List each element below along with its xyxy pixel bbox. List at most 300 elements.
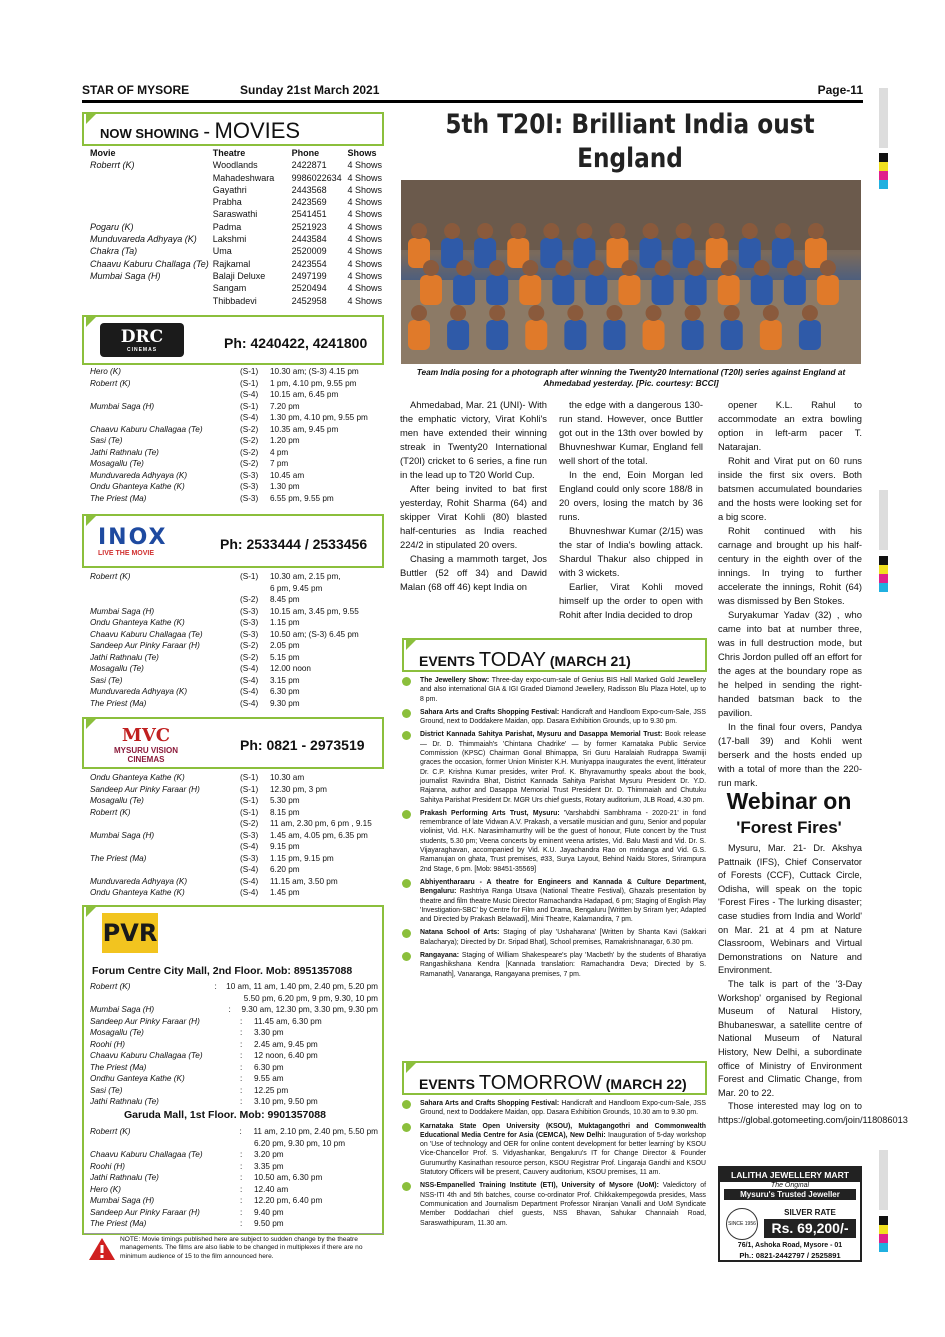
movie-name: Jathi Rathnalu (Te) [90, 1097, 159, 1106]
event-text: Book release — Dr. D. Thimmaiah's 'Chintana Chadrike' — by former Karnataka Public Service Commission (KPSC) Chairman Gonal Bhimappa, Sri Guru Haralaiah Rudrappa Swamiji graces the occasion, former Union Minister K.H. Muniyappa inaugurates the event, littérateur Dr. C.P. Krishna Kumar presides, writer Prof. K. Bhyravamurthy speaks about the book, journalist Ravindra Bhat, District Kannada Sahitya Parishat Mysuru President Dr. Y.D. Rajanna, author and Dasappa Memorial Trust President Dr. D. Thimmaiah and Chutuku Sahitya Parishat President Dr. MGR Urs chief guests, Rotary auditorium, JLB Road, 4.30 pm. [420, 731, 706, 804]
list-item [90, 1004, 378, 1016]
player-figure [817, 275, 839, 305]
list-item [90, 1184, 378, 1196]
table-row [88, 172, 384, 184]
movie-cell: Mumbai Saga (H) [90, 270, 161, 281]
player-head [646, 305, 662, 321]
list-item [90, 447, 384, 459]
event-title: Rangayana: [420, 952, 462, 960]
list-item [90, 640, 384, 652]
player-head [643, 223, 659, 239]
events-label: EVENTS [419, 653, 476, 669]
player-figure [519, 275, 541, 305]
events-tomorrow-list [400, 1099, 706, 1232]
bullet-icon [402, 1182, 411, 1191]
paper-name: STAR OF MYSORE [82, 83, 190, 97]
phone-cell: 9986022634 [291, 172, 342, 183]
list-item [90, 1016, 378, 1028]
screen-label: (S-2) [240, 459, 259, 468]
theatre-cell: Thibbadevi [212, 295, 257, 306]
phone-cell: 2452958 [291, 295, 327, 306]
movie-name: Ondu Ghanteya Kathe (K) [90, 773, 185, 782]
player-head [802, 305, 818, 321]
movie-name: Munduvareda Adhyaya (K) [90, 687, 188, 696]
event-text: Staging of play 'Ushaharana' [Written by Shanta Kavi (Sakkari Balacharya); Directed by Dr. Sripad Bhat], School premises, Ramakrishnanagar, 6.30 pm. [420, 929, 707, 946]
screen-label: (S-3) [240, 470, 259, 480]
movie-cell [88, 282, 211, 294]
mvc-banner [82, 717, 384, 769]
screen-label: (S-1) [240, 773, 259, 782]
screen-label: (S-2) [240, 652, 259, 662]
show-times: 1.15 pm, 9.15 pm [270, 853, 334, 863]
movie-cell [88, 208, 211, 220]
movie-name: Mumbai Saga (H) [90, 606, 155, 616]
screen-label: : [240, 1051, 243, 1060]
screen-label: : [239, 1127, 242, 1136]
player-figure [682, 320, 704, 350]
table-row [88, 159, 384, 171]
show-times: 6 pm, 9.45 pm [270, 583, 323, 593]
show-times: 9.55 am [254, 1074, 284, 1083]
print-color-marks [879, 556, 888, 592]
shows-cell: 4 Shows [347, 295, 382, 306]
show-times: 11 am, 2.30 pm, 6 pm , 9.15 [270, 819, 372, 828]
page-number: Page-11 [817, 83, 863, 97]
event-item [400, 1099, 706, 1118]
screen-label: (S-4) [240, 842, 259, 851]
show-times: 9.40 pm [254, 1207, 284, 1217]
show-times: 10.15 am, 6.45 pm [270, 390, 339, 399]
shows-cell: 4 Shows [347, 197, 382, 208]
event-title: Natana School of Arts: [420, 929, 504, 937]
now-showing-table [88, 147, 384, 307]
player-figure [721, 320, 743, 350]
table-row [88, 208, 384, 220]
list-item [90, 795, 384, 807]
movie-name: Roberrt (K) [90, 807, 131, 817]
screen-label: (S-4) [240, 687, 259, 696]
screen-label: : [240, 1016, 243, 1026]
article-column-3 [718, 398, 862, 790]
mvc-phone: Ph: 0821 - 2973519 [240, 737, 365, 753]
movie-name: Hero (K) [90, 1184, 121, 1194]
inox-banner [82, 514, 384, 568]
movie-name: Sasi (Te) [90, 1085, 123, 1095]
theatre-cell: Padma [212, 221, 242, 232]
show-times: 1.30 pm [270, 482, 300, 491]
event-text: Handicraft and Handloom Expo-cum-Sale, JSS Ground, next to Doddakere Maidan, opp. Dasara Exhibition Grounds, up to 9.30 pm. [420, 708, 706, 726]
event-title: Sahara Arts and Crafts Shopping Festival: [420, 1100, 562, 1107]
webinar-subtitle: 'Forest Fires' [736, 818, 842, 837]
table-row [88, 245, 384, 257]
screen-label: (S-4) [240, 664, 259, 673]
ad-since-badge: SINCE 1956 [726, 1208, 758, 1240]
green-flag [86, 717, 98, 729]
movie-name: Roohi (H) [90, 1161, 126, 1171]
screen-label: (S-4) [240, 390, 259, 399]
movie-name [90, 412, 240, 424]
table-row [88, 233, 384, 245]
note-text: NOTE: Movie timings published here are subject to sudden change by the theatre managements. The films are also liable to be changed in multiplexes if there are no minimum audience of 15 to the film announced here. [120, 1236, 363, 1260]
movie-name: Roberrt (K) [90, 982, 131, 991]
player-head [450, 305, 466, 321]
article-paragraph: Ahmedabad, Mar. 21 (UNI)- With the emphatic victory, Virat Kohli's men have extended their winning streak in Twenty20 International (T20I) cricket to 6 series, a fine run in the lead up to T20 World Cup. [400, 399, 547, 480]
screen-label: (S-4) [240, 675, 259, 685]
show-times: 6.20 pm [270, 865, 300, 874]
phone-cell: 2497199 [291, 270, 327, 281]
movie-name: Hero (K) [90, 367, 121, 376]
article-paragraph: the edge with a dangerous 130-run stand. However, once Buttler got out in the 13th over bowled by Bhuvneshwar Kumar, England fell well short of the total. [559, 399, 703, 466]
list-item [90, 1085, 378, 1097]
list-item [90, 1050, 378, 1062]
green-flag [406, 638, 418, 650]
list-item [90, 1073, 378, 1085]
screen-label: (S-4) [240, 865, 259, 874]
list-item [90, 458, 384, 470]
show-times: 1.15 pm [270, 618, 300, 627]
issue-date: Sunday 21st March 2021 [240, 83, 380, 97]
movie-name: Mumbai Saga (H) [90, 1005, 155, 1014]
drc-phone: Ph: 4240422, 4241800 [224, 335, 368, 351]
movie-name: The Priest (Ma) [90, 698, 147, 708]
events-today-date: (MARCH 21) [549, 653, 631, 669]
pvr-logo: PVR [102, 913, 158, 953]
list-item [90, 876, 384, 888]
player-head [621, 260, 637, 276]
inox-listing [90, 571, 384, 709]
show-times: 2.45 am, 9.45 pm [254, 1039, 318, 1049]
screen-label: (S-1) [240, 796, 259, 805]
show-times: 11 am, 2.10 pm, 2.40 pm, 5.50 pm [253, 1127, 378, 1136]
list-item [90, 1218, 378, 1230]
phone-cell: 2520009 [291, 246, 327, 257]
player-figure [643, 320, 665, 350]
screen-label: : [240, 1150, 243, 1159]
mvc-listing [90, 772, 384, 899]
team-photo-illustration [401, 180, 861, 364]
player-head [606, 305, 622, 321]
player-head [787, 260, 803, 276]
player-figure [525, 320, 547, 350]
screen-label: (S-2) [240, 424, 259, 434]
movie-name: Munduvareda Adhyaya (K) [90, 876, 188, 886]
player-head [423, 260, 439, 276]
movie-name: Jathi Rathnalu (Te) [90, 1173, 159, 1182]
bullet-icon [402, 1100, 411, 1109]
list-item [90, 481, 384, 493]
screen-label: : [240, 1161, 243, 1171]
show-times: 9.15 pm [270, 842, 300, 851]
screen-label: (S-2) [240, 595, 259, 604]
movie-name: Chaavu Kaburu Challagaa (Te) [90, 424, 203, 434]
events-tomorrow-banner [402, 1061, 707, 1095]
movie-name: Sandeep Aur Pinky Faraar (H) [90, 784, 200, 794]
article-paragraph: In the final four overs, Pandya (17-ball 39) and Kohli went berserk and the hosts ended up with a total of more than the 220-run mark. [718, 721, 862, 788]
screen-label: (S-2) [240, 641, 259, 650]
show-times: 10.35 am, 9.45 pm [270, 424, 339, 434]
article-paragraph: Suryakumar Yadav (32) , who came into bat at number three, was in full destruction mode, but Chris Jordon pulled off an effort for the ages at the boundary rope as he helped in sending the right-handed batsman back to the pavilion. [718, 609, 863, 718]
movie-name: The Priest (Ma) [90, 493, 147, 503]
event-title: Sahara Arts and Crafts Shopping Festival: [420, 708, 562, 716]
list-item [90, 629, 384, 641]
article-paragraph: Bhuvneshwar Kumar (2/15) was the star of India's bowling attack. Shardul Thakur also chipped in with 3 wickets. [559, 525, 703, 578]
print-register-strip [879, 490, 888, 550]
show-times: 10.30 am [270, 773, 305, 782]
event-item [400, 951, 706, 979]
bullet-icon [402, 810, 411, 819]
col-shows: Shows [347, 148, 377, 158]
player-head [543, 223, 559, 239]
movie-name [90, 1138, 240, 1150]
movie-cell [88, 295, 211, 307]
player-head [510, 223, 526, 239]
movie-name: Sandeep Aur Pinky Faraar (H) [90, 1207, 200, 1217]
show-times: 10 am, 11 am, 1.40 pm, 2.40 pm, 5.20 pm [226, 982, 378, 991]
theatre-cell: Gayathri [212, 184, 247, 195]
print-color-marks [879, 153, 888, 189]
screen-label: (S-4) [240, 888, 259, 897]
screen-label: : [240, 1219, 243, 1228]
player-figure [447, 320, 469, 350]
screen-label: (S-2) [240, 436, 259, 445]
ad-phone: Ph.: 0821-2442797 / 2525891 [739, 1251, 841, 1260]
inox-logo: INOX LIVE THE MOVIE [98, 525, 168, 557]
article-paragraph: Earlier, Virat Kohli moved himself up the order to open with Rohit after India decided to drop [559, 581, 703, 620]
player-head [724, 305, 740, 321]
list-item [90, 389, 384, 401]
show-times: 8.15 pm [270, 807, 300, 817]
screen-label: (S-3) [240, 830, 259, 840]
list-item [90, 784, 384, 796]
shows-cell: 4 Shows [347, 246, 382, 257]
phone-cell: 2443568 [291, 184, 327, 195]
jewellery-ad [718, 1166, 862, 1262]
movie-name [90, 993, 231, 1005]
show-times: 12.40 am [254, 1184, 289, 1194]
movie-name [90, 583, 240, 595]
bullet-icon [402, 929, 411, 938]
screen-label: (S-1) [240, 807, 259, 817]
screen-label: : [240, 1207, 243, 1217]
event-item [400, 1181, 706, 1227]
warning-icon [88, 1237, 116, 1261]
article-paragraph: Mysuru, Mar. 21- Dr. Akshya Pattnaik (IFS), Chief Conservator of Forests (CCF), Cuttack Circle, Odisha, will speak on the topic 'Forest Fires - The lurking disaster; case studies from India and World' on Mar. 21 at 4 pm at Nature Classroom, Webinars and Virtual Demonstrations on Nature and Environment. [718, 843, 862, 976]
player-head [820, 260, 836, 276]
article-paragraph: Rohit and Virat put on 60 runs inside the first six overs. Both batsmen accumulated boundaries and the hosts were looking set for a big score. [718, 455, 862, 522]
show-times: 12.25 pm [254, 1085, 289, 1095]
screen-label: : [240, 1062, 243, 1072]
show-times: 12.20 pm, 6.40 pm [254, 1196, 323, 1205]
ad-tagline: Mysuru's Trusted Jeweller [724, 1189, 856, 1200]
movie-name: Mosagallu (Te) [90, 664, 144, 673]
table-row [88, 184, 384, 196]
screen-label: (S-1) [240, 367, 259, 376]
event-item [400, 878, 706, 924]
screen-label: (S-3) [240, 493, 259, 503]
show-times: 3.20 pm [254, 1150, 284, 1159]
movie-name: Roberrt (K) [90, 572, 131, 581]
event-title: District Kannada Sahitya Parishat, Mysuru and Dasappa Memorial Trust: [420, 731, 666, 739]
movie-name: Mosagallu (Te) [90, 459, 144, 468]
bullet-icon [402, 709, 411, 718]
player-head [477, 223, 493, 239]
list-item [90, 1039, 378, 1051]
theatre-cell: Woodlands [212, 160, 258, 171]
col-movie: Movie [90, 148, 116, 158]
now-showing-label: NOW SHOWING [100, 126, 199, 141]
shows-cell: 4 Shows [347, 270, 382, 281]
col-theatre: Theatre [212, 148, 246, 158]
show-times: 11.45 am, 6.30 pm [254, 1016, 322, 1026]
drc-banner [82, 315, 384, 365]
player-figure [453, 275, 475, 305]
bullet-icon [402, 879, 411, 888]
list-item [90, 583, 384, 595]
table-row [88, 295, 384, 307]
movie-name: Sasi (Te) [90, 675, 123, 685]
player-head [754, 260, 770, 276]
event-item [400, 708, 706, 727]
list-item [90, 841, 384, 853]
movie-name: Roohi (H) [90, 1039, 126, 1049]
article-paragraph: Chasing a mammoth target, Jos Buttler (52 off 34) and Dawid Malan (68 off 46) kept India on [400, 553, 547, 592]
list-item [90, 1062, 378, 1074]
movie-name: Chaavu Kaburu Challagaa (Te) [90, 629, 203, 639]
event-item [400, 928, 706, 947]
inox-phone: Ph: 2533444 / 2533456 [220, 536, 368, 552]
show-times: 9.50 pm [254, 1219, 284, 1228]
movie-name: Chaavu Kaburu Challagaa (Te) [90, 1051, 203, 1060]
screen-label: (S-2) [240, 447, 259, 457]
events-today-word: TODAY [478, 649, 546, 671]
event-text: Rashtriya Ranga Utsava (National Theatre Festival), Ghazals presentation by theatre and film theatre Music Director Ramachandra Hadapad, 6 pm; Staging of English Play 'Investigation-SBC' by Centre for Film and Drama, Bengaluru [Written by Sriram Iyer; Adapted and Directed by Prakash Belawadi], Mini Theatre, Kalamandira, 7 pm. [420, 888, 706, 924]
movie-name: Sasi (Te) [90, 436, 123, 445]
show-times: 11.15 am, 3.50 pm [270, 876, 338, 886]
print-register-strip [879, 88, 888, 148]
article-paragraph: Those interested may log on to https://global.gotomeeting.com/join/118086013 [718, 1101, 908, 1125]
drc-listing [90, 366, 384, 504]
theatre-cell: Balaji Deluxe [212, 270, 266, 281]
header-rule [82, 100, 863, 103]
player-head [489, 305, 505, 321]
screen-label: (S-1) [240, 784, 259, 794]
table-row [88, 221, 384, 233]
table-row [88, 196, 384, 208]
movie-cell: Pogaru (K) [90, 221, 134, 232]
article-column-1 [400, 398, 547, 594]
list-item [90, 864, 384, 876]
movie-name [90, 389, 240, 401]
player-figure [420, 275, 442, 305]
show-times: 6.30 pm [254, 1062, 284, 1072]
screen-label: : [240, 1074, 243, 1083]
list-item [90, 594, 384, 606]
movie-name: Mosagallu (Te) [90, 796, 144, 805]
event-item [400, 730, 706, 804]
list-item [90, 493, 384, 505]
list-item [90, 1027, 378, 1039]
movie-name: Ondu Ghanteya Kathe (K) [90, 888, 185, 897]
player-head [742, 223, 758, 239]
theatre-cell: Sangam [212, 283, 247, 294]
show-times: 10.50 am, 6.30 pm [254, 1173, 323, 1182]
green-flag [406, 1061, 418, 1073]
show-times: 8.45 pm [270, 595, 300, 604]
screen-label [231, 993, 244, 1005]
bullet-icon [402, 952, 411, 961]
list-item [90, 1149, 378, 1161]
player-figure [585, 275, 607, 305]
mvc-logo: MVC MYSURU VISION CINEMAS [113, 724, 178, 764]
list-item [90, 981, 378, 993]
list-item [90, 1126, 378, 1138]
shows-cell: 4 Shows [347, 172, 382, 183]
player-head [555, 260, 571, 276]
event-text: Inauguration of 5-day workshop on 'Use of technology and OER for online content development for better learning' by KSOU Vice-Chancellor Prof. S. Vidyashankar, Bengaluru's IT for Change Director & Founder Gurumurthy Kasinathan resource person, KSOU Registrar Prof. Lingaraja Gandhi and KSOU Statutory Officers will be present, Cauvery auditorium, KSOU premises, 11 am. [420, 1131, 706, 1177]
list-item [90, 993, 378, 1005]
show-times: 7 pm [270, 459, 289, 468]
theatre-cell: Lakshmi [212, 234, 247, 245]
player-head [576, 223, 592, 239]
movie-name: Mumbai Saga (H) [90, 1196, 155, 1205]
event-item [400, 809, 706, 874]
show-times: 12.00 noon [270, 664, 311, 673]
list-item [90, 652, 384, 664]
shows-cell: 4 Shows [347, 221, 382, 232]
bullet-icon [402, 731, 411, 740]
player-head [688, 260, 704, 276]
ad-silver-label: SILVER RATE [784, 1208, 836, 1217]
list-item [90, 424, 384, 436]
player-head [808, 223, 824, 239]
drc-logo: DRC CINEMAS [100, 323, 184, 357]
player-head [676, 223, 692, 239]
event-text: Valedictory of NSS-ITI 4th and 5th batches, course co-ordinator Prof. Chikkakempegowda presides, Mass Communication and Journalism Department Professor Niranjan Vanalli and UoM Syndicate Member Doddachari chief guests, NSS Bhavan, Sahukar Channaiah Road, Saraswathipuram, 11.30 am. [420, 1182, 706, 1227]
show-times: 10.45 am [270, 470, 305, 480]
player-head [655, 260, 671, 276]
player-head [444, 223, 460, 239]
show-times: 5.30 pm [270, 796, 300, 805]
movie-name: Ondu Ghanteya Kathe (K) [90, 618, 185, 627]
shows-cell: 4 Shows [347, 283, 382, 294]
garuda-heading: Garuda Mall, 1st Floor. Mob: 9901357088 [124, 1109, 326, 1121]
show-times: 1.20 pm [270, 436, 300, 445]
article-paragraph: In the end, Eoin Morgan led England could only score 188/8 in 20 overs, losing the match by 36 runs. [559, 469, 703, 522]
player-figure [751, 275, 773, 305]
ad-price: Rs. 69,200/- [764, 1219, 856, 1238]
article-paragraph: The talk is part of the '3-Day Workshop' organised by Regional Museum of Natural History, Bhubaneswar, a satellite centre of National Museum of Natural History, New Delhi, a subordinate office of Ministry of Environment Forest and Climatic Change, from Mar. 20 to 22. [718, 978, 862, 1098]
event-text: Staging of William Shakespeare's play 'Macbeth' by the students of Bharatiya Rangashikshana Kendra [Kannada translation: Ramachandra Deva; Directed by S. Ramanath], Vanaranga, Rangayana premises, 7 pm. [420, 952, 706, 978]
photo-caption: Team India posing for a photograph after winning the Twenty20 International (T20I) series against England at Ahmedabad yesterday. [Pic. courtesy: BCCI] [416, 367, 846, 388]
theatre-cell: Mahadeshwara [212, 172, 275, 183]
movie-name [90, 864, 240, 876]
screen-label: (S-4) [240, 413, 259, 422]
print-color-marks [879, 1216, 888, 1252]
list-item [90, 606, 384, 618]
list-item [90, 435, 384, 447]
show-times: 10.15 am, 3.45 pm, 9.55 [270, 606, 359, 616]
list-item [90, 887, 384, 899]
show-times: 6.55 pm, 9.55 pm [270, 493, 334, 503]
table-row [88, 282, 384, 294]
garuda-listing [90, 1126, 378, 1230]
shows-cell: 4 Shows [347, 234, 382, 245]
event-title: Karnataka State Open University (KSOU), Muktagangothri and Commonwealth Educational Media Centre for Asia (CEMCA), New Delhi: [420, 1122, 706, 1139]
movie-name [90, 841, 240, 853]
player-head [567, 305, 583, 321]
show-times: 1.45 am, 4.05 pm, 6.35 pm [270, 830, 368, 840]
list-item [90, 1161, 378, 1173]
